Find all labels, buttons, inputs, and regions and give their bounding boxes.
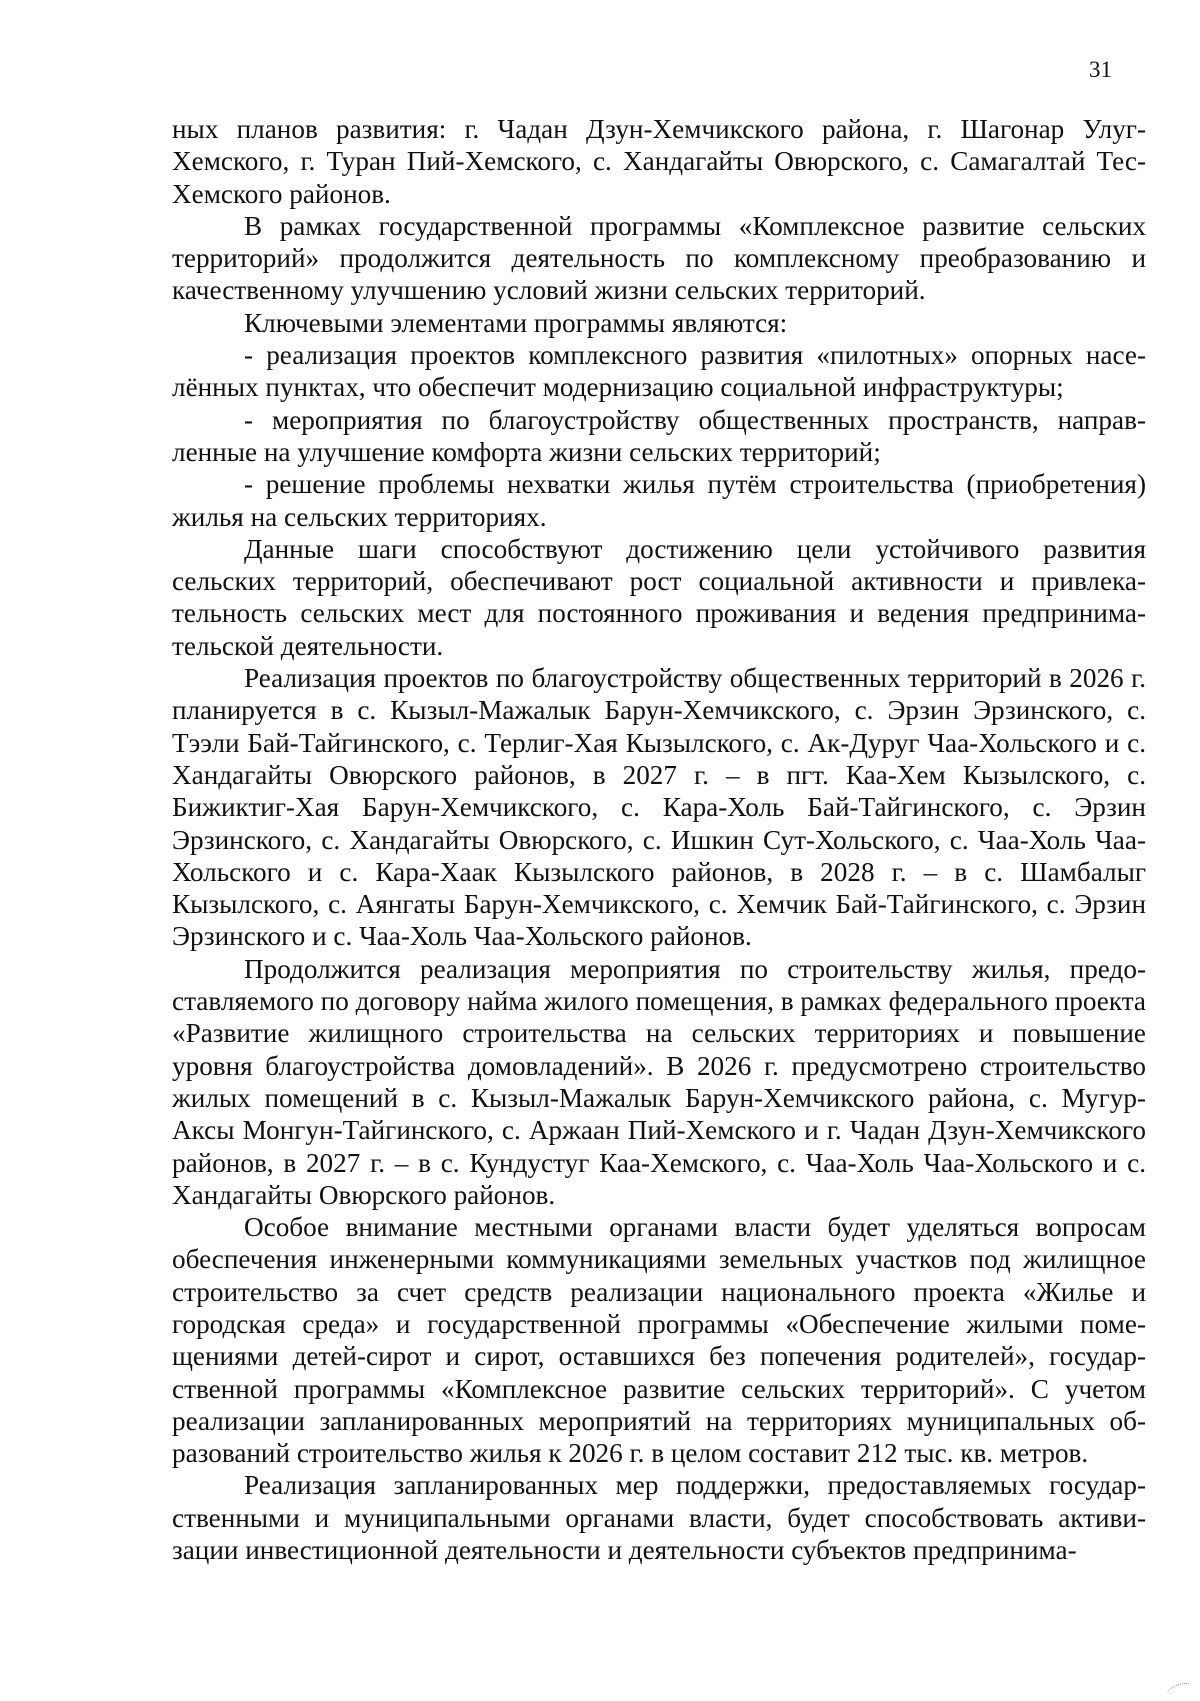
paragraph-housing-construction: Продолжится реализация мероприятия по строительству жилья, предоставляемого по договору найма жилого помещения, в рамках федерального проекта «Развитие жилищного строительства на сельских территориях и повышение уровня благоустройства домовладений». В 2026 г. предусмотрено строительство жилых помещений в с. Кызыл-Мажалык Барун-Хемчикского района, с. Мугур-Аксы Монгун-Тайгинского, с. Аржаан Пий-Хемского и г. Чадан Дзун-Хемчикского районов, в 2027 г. – в с. Кундустуг Каа-Хемского, с. Чаа-Холь Чаа-Хольского и с. Хандагайты Овюрского районов. (172, 953, 1146, 1210)
list-item-housing: - решение проблемы нехватки жилья путём строительства (приобретения) жилья на сельских территориях. (172, 469, 1146, 532)
paragraph-engineering-utilities: Особое внимание местными органами власти будет уделяться вопросам обеспечения инженерными коммуникациями земельных участков под жилищное строительство за счет средств реализации национального проекта «Жилье и городская среда» и государственной программы «Обеспечение жилыми помещениями детей-сирот и сирот, оставшихся без попечения родителей», государственной программы «Комплексное развитие сельских территорий». С учетом реализации запланированных мероприятий на территориях муниципальных образований строительство жилья к 2026 г. в целом составит 212 тыс. кв. метров. (172, 1212, 1146, 1469)
page-number: 31 (1089, 57, 1112, 82)
scan-mark (1165, 1680, 1196, 1701)
document-body (172, 113, 1146, 1566)
list-item-public-spaces: - мероприятия по благоустройству общественных пространств, направленные на улучшение комфорта жизни сельских территорий; (172, 404, 1146, 467)
list-item-pilot-settlements: - реализация проектов комплексного развития «пилотных» опорных населённых пунктах, что обеспечит модернизацию социальной инфраструктуры; (172, 340, 1146, 403)
paragraph-continuation: ных планов развития: г. Чадан Дзун-Хемчикского района, г. Шагонар Улуг-Хемского, г. Туран Пий-Хемского, с. Хандагайты Овюрского, с. Самагалтай Тес-Хемского районов. (172, 114, 1146, 209)
paragraph-support-measures: Реализация запланированных мер поддержки, предоставляемых государственными и муниципальными органами власти, будет способствовать активизации инвестиционной деятельности и деятельности субъектов предпринима- (172, 1470, 1146, 1566)
paragraph-landscaping-projects: Реализация проектов по благоустройству общественных территорий в 2026 г. планируется в с. Кызыл-Мажалык Барун-Хемчикского, с. Эрзин Эрзинского, с. Тээли Бай-Тайгинского, с. Терлиг-Хая Кызылского, с. Ак-Дуруг Чаа-Хольского и с. Хандагайты Овюрского районов, в 2027 г. – в пгт. Каа-Хем Кызылского, с. Бижиктиг-Хая Барун-Хемчикского, с. Кара-Холь Бай-Тайгинского, с. Эрзин Эрзинского, с. Хандагайты Овюрского, с. Ишкин Сут-Хольского, с. Чаа-Холь Чаа-Хольского и с. Кара-Хаак Кызылского районов, в 2028 г. – в с. Шамбалыг Кызылского, с. Аянгаты Барун-Хемчикского, с. Хемчик Бай-Тайгинского, с. Эрзин Эрзинского и с. Чаа-Холь Чаа-Хольского районов. (172, 663, 1146, 952)
paragraph-sustainable-development: Данные шаги способствуют достижению цели устойчивого развития сельских территорий, обеспечивают рост социальной активности и привлекательность сельских мест для постоянного проживания и ведения предпринимательской деятельности. (172, 533, 1146, 661)
paragraph-program-intro: В рамках государственной программы «Комплексное развитие сельских территорий» продолжится деятельность по комплексному преобразованию и качественному улучшению условий жизни сельских территорий. (172, 210, 1146, 306)
paragraph-key-elements: Ключевыми элементами программы являются: (244, 307, 788, 338)
